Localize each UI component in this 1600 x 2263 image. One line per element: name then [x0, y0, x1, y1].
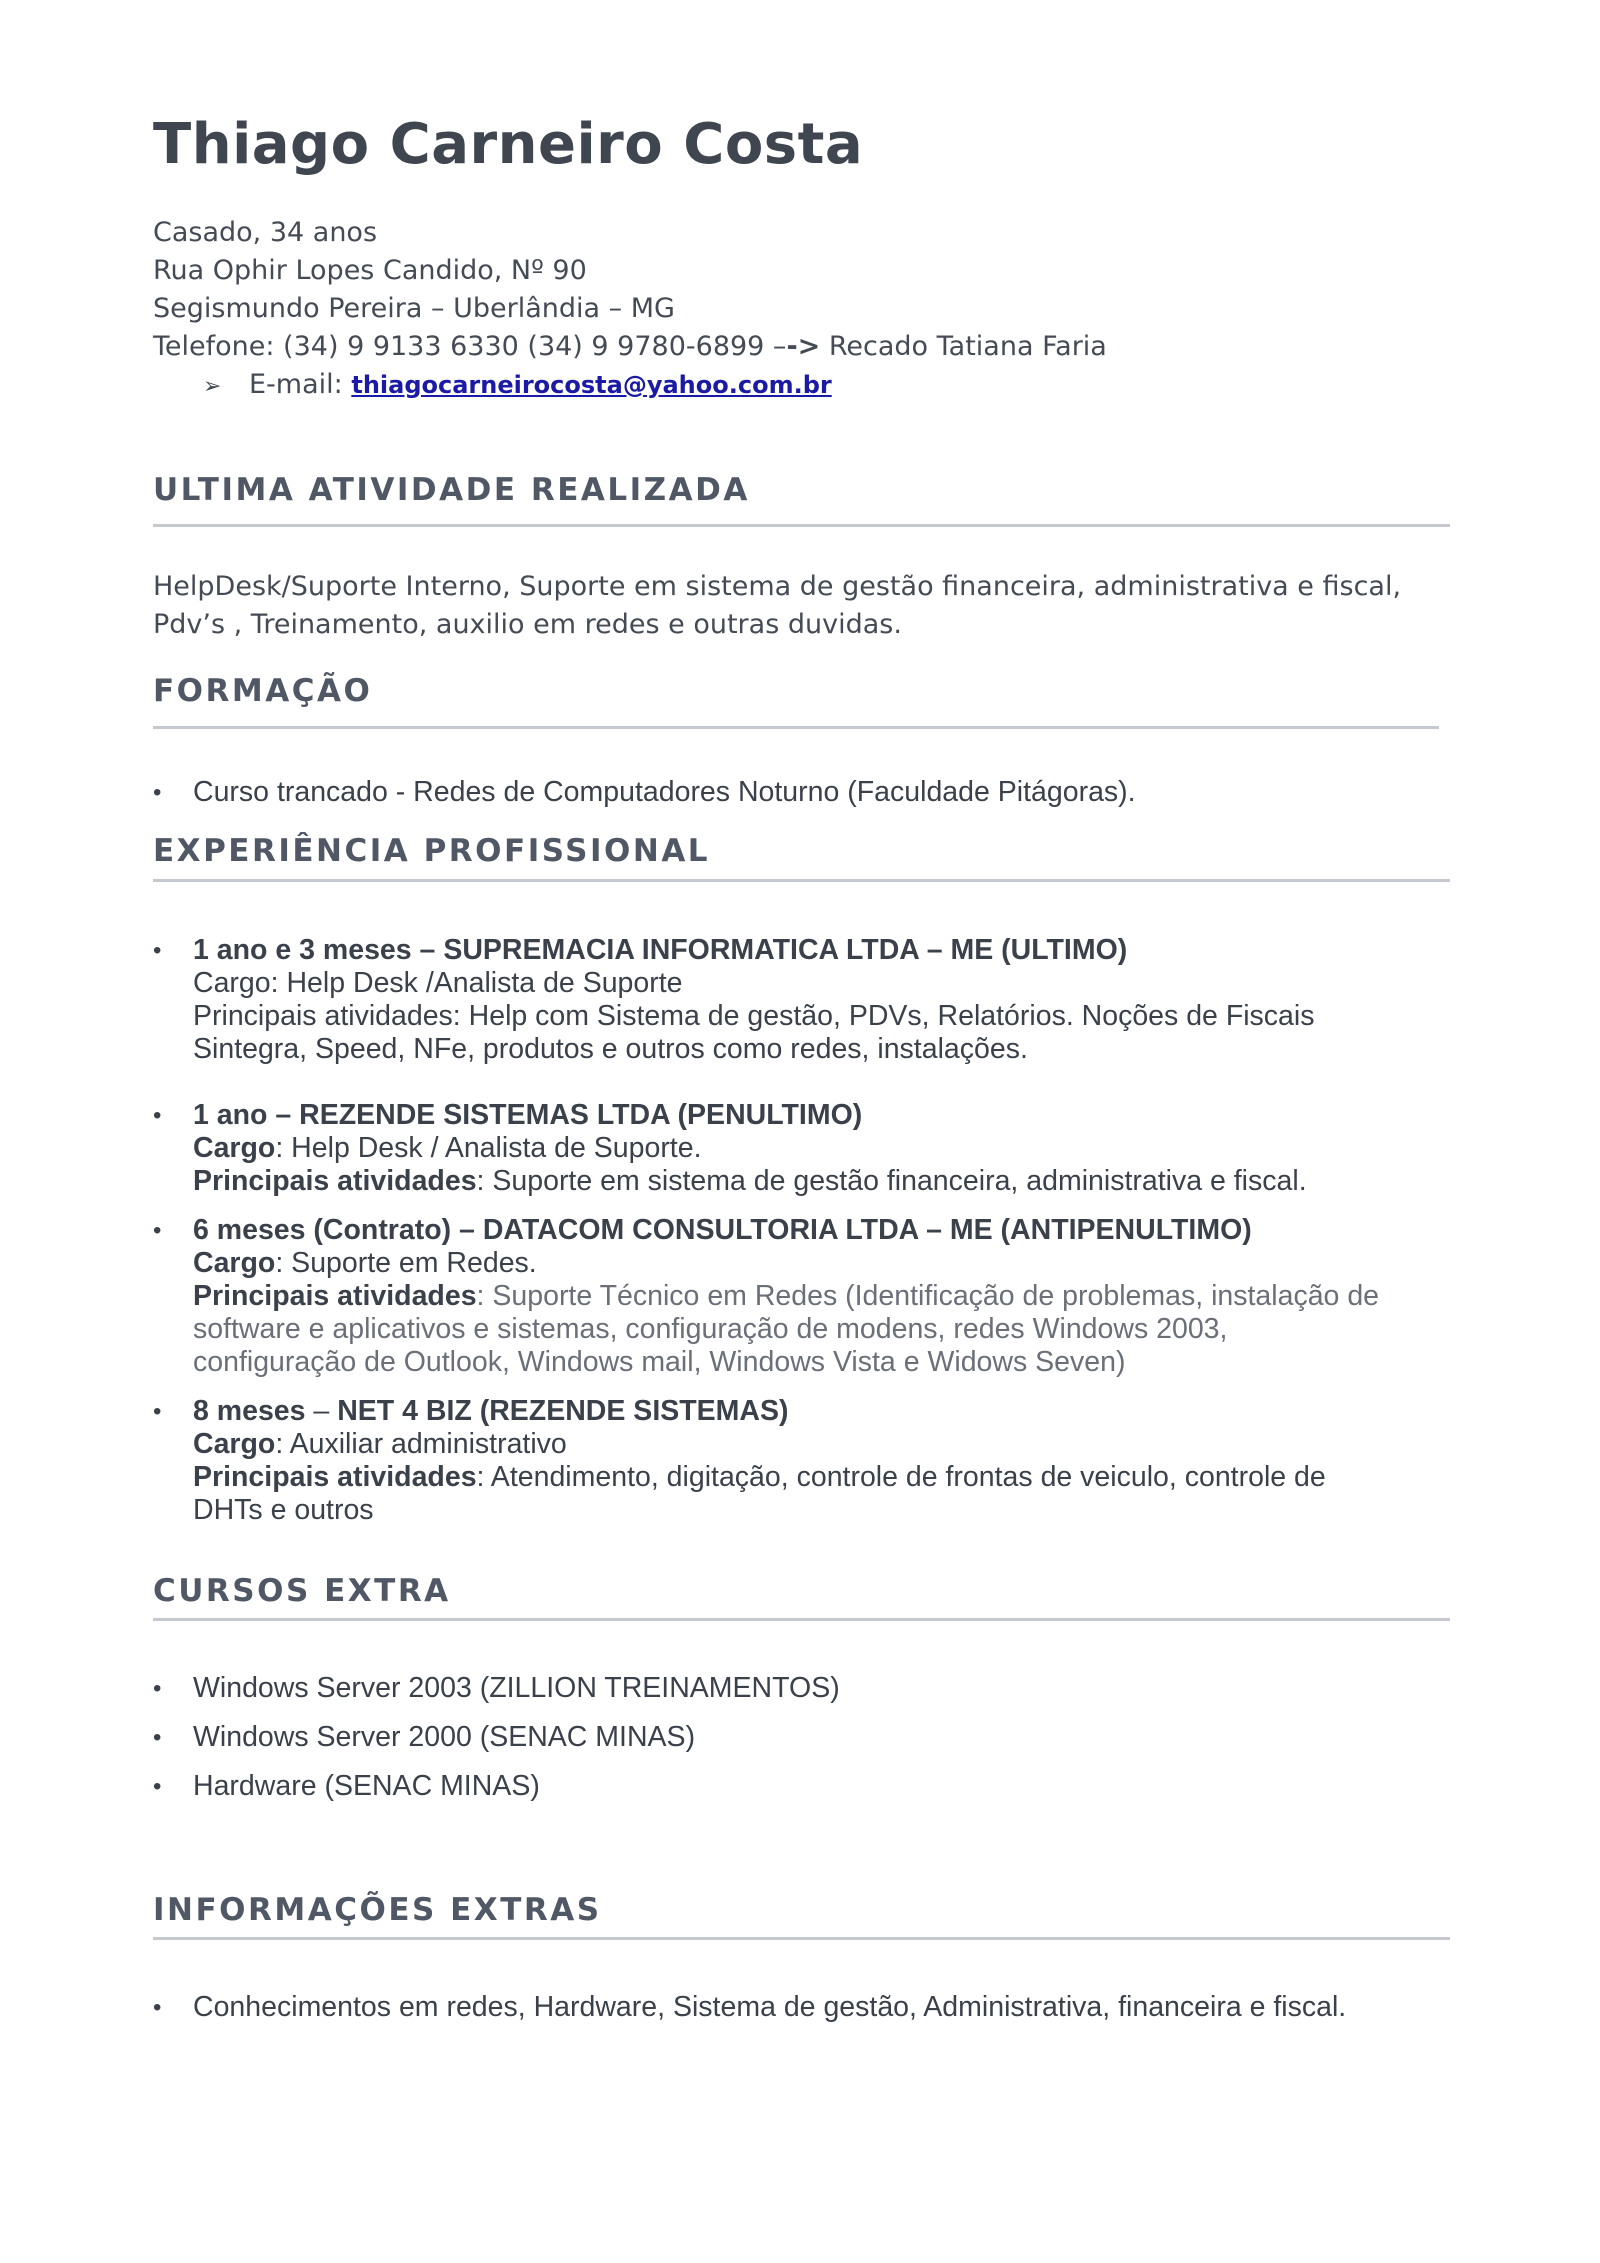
section-title-formacao: FORMAÇÃO [153, 673, 373, 709]
phone-arrow: -> [786, 331, 821, 362]
ultima-line: Pdv’s , Treinamento, auxilio em redes e outras duvidas. [153, 609, 902, 640]
activities-label: Principais atividades [193, 1280, 477, 1312]
bullet-icon: • [153, 937, 162, 964]
bullet-icon: • [153, 1724, 162, 1751]
job-item [153, 1214, 1379, 1379]
cargo-label: Cargo [193, 1428, 276, 1460]
job-company: NET 4 BIZ (REZENDE SISTEMAS) [337, 1395, 789, 1427]
job-item [153, 934, 1379, 1066]
ultima-line: HelpDesk/Suporte Interno, Suporte em sistema de gestão financeira, administrativa e fiscal, [153, 571, 1402, 602]
job-activities-cont: Sintegra, Speed, NFe, produtos e outros como redes, instalações. [193, 1033, 1028, 1065]
job-header [193, 1395, 1379, 1428]
arrow-bullet-icon: ➢ [203, 374, 222, 399]
job-item [153, 1099, 1379, 1198]
job-duration: 8 meses [193, 1395, 306, 1427]
job-activities [193, 1280, 1379, 1313]
course-item: Windows Server 2000 (SENAC MINAS) [193, 1721, 696, 1753]
job-item [153, 1395, 1379, 1527]
list-item [153, 1770, 840, 1803]
section-divider [153, 726, 1439, 729]
candidate-name: Thiago Carneiro Costa [153, 112, 864, 177]
job-header: 6 meses (Contrato) – DATACOM CONSULTORIA LTDA – ME (ANTIPENULTIMO) [193, 1214, 1252, 1246]
courses-list [153, 1672, 840, 1803]
section-title-cursos: CURSOS EXTRA [153, 1573, 451, 1609]
cargo-value: : Auxiliar administrativo [275, 1428, 567, 1460]
job-activities-cont: software e aplicativos e sistemas, configuração de modens, redes Windows 2003, [193, 1313, 1228, 1345]
cargo-label: Cargo [193, 1247, 276, 1279]
activities-label: Principais atividades [193, 1461, 477, 1493]
phone-note: Recado Tatiana Faria [820, 331, 1107, 362]
job-cargo [193, 1247, 1379, 1280]
cargo-value: : Suporte em Redes. [275, 1247, 537, 1279]
section-divider [153, 1618, 1450, 1621]
job-header: 1 ano – REZENDE SISTEMAS LTDA (PENULTIMO) [193, 1099, 863, 1131]
list-item [153, 776, 1136, 809]
section-title-ultima: ULTIMA ATIVIDADE REALIZADA [153, 472, 750, 508]
course-item: Hardware (SENAC MINAS) [193, 1770, 540, 1802]
section-title-info: INFORMAÇÕES EXTRAS [153, 1892, 602, 1928]
bullet-icon: • [153, 1102, 162, 1129]
course-item: Windows Server 2003 (ZILLION TREINAMENTOS) [193, 1672, 840, 1704]
info-item: Conhecimentos em redes, Hardware, Sistema de gestão, Administrativa, financeira e fiscal. [193, 1991, 1347, 2023]
bullet-icon: • [153, 1994, 162, 2021]
street-address: Rua Ophir Lopes Candido, Nº 90 [153, 255, 587, 286]
email-label: E-mail: [249, 369, 352, 400]
job-dash: – [305, 1395, 338, 1427]
ultima-description [153, 568, 1401, 644]
phone-line [153, 328, 1107, 366]
bullet-icon: • [153, 1217, 162, 1244]
cargo-label: Cargo [193, 1132, 276, 1164]
job-cargo: Cargo: Help Desk /Analista de Suporte [193, 967, 683, 999]
marital-status: Casado, 34 anos [153, 217, 378, 248]
activities-value: : Suporte em sistema de gestão financeira, administrativa e fiscal. [476, 1165, 1307, 1197]
section-divider [153, 879, 1450, 882]
email-link[interactable]: thiagocarneirocosta@yahoo.com.br [351, 371, 832, 399]
job-activities-cont: configuração de Outlook, Windows mail, Windows Vista e Widows Seven) [193, 1346, 1126, 1378]
job-cargo [193, 1428, 1379, 1461]
formacao-item: Curso trancado - Redes de Computadores Noturno (Faculdade Pitágoras). [193, 776, 1136, 808]
job-cargo [193, 1132, 1379, 1165]
phone-text: Telefone: (34) 9 9133 6330 (34) 9 9780-6899 – [153, 331, 787, 362]
bullet-icon: • [153, 1398, 162, 1425]
list-item [153, 1991, 1346, 2024]
bullet-icon: • [153, 1773, 162, 1800]
list-item [153, 1672, 840, 1705]
experience-list [153, 934, 1379, 1527]
cargo-value: : Help Desk / Analista de Suporte. [275, 1132, 702, 1164]
email-row [153, 366, 1107, 406]
section-title-experiencia: EXPERIÊNCIA PROFISSIONAL [153, 833, 711, 869]
activities-value: : Suporte Técnico em Redes (Identificação de problemas, instalação de [476, 1280, 1380, 1312]
section-divider [153, 1937, 1450, 1940]
job-activities [193, 1165, 1379, 1198]
bullet-icon: • [153, 1675, 162, 1702]
list-item [153, 1721, 840, 1754]
activities-value: : Atendimento, digitação, controle de frontas de veiculo, controle de [476, 1461, 1326, 1493]
section-divider [153, 524, 1450, 527]
formacao-list [153, 776, 1136, 809]
job-activities [193, 1461, 1379, 1494]
job-activities-cont: DHTs e outros [193, 1494, 374, 1526]
job-activities: Principais atividades: Help com Sistema de gestão, PDVs, Relatórios. Noções de Fiscais [193, 1000, 1315, 1032]
contact-block [153, 214, 1107, 406]
bullet-icon: • [153, 779, 162, 806]
info-list [153, 1991, 1346, 2024]
activities-label: Principais atividades [193, 1165, 477, 1197]
city-address: Segismundo Pereira – Uberlândia – MG [153, 293, 675, 324]
job-header: 1 ano e 3 meses – SUPREMACIA INFORMATICA LTDA – ME (ULTIMO) [193, 934, 1128, 966]
